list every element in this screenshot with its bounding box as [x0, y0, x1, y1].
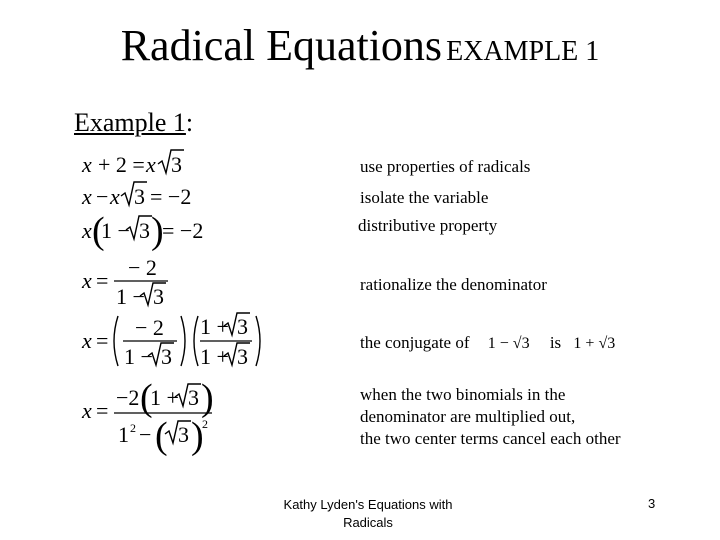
- note-step-6-line-1: when the two binomials in the: [360, 385, 566, 404]
- svg-text:− 2: − 2: [135, 315, 164, 340]
- svg-text:x: x: [82, 218, 92, 243]
- svg-text:(: (: [140, 377, 153, 419]
- note-step-5-mid: is: [549, 333, 562, 352]
- svg-text:=: =: [96, 328, 109, 353]
- svg-text:3: 3: [134, 184, 145, 209]
- footer-text: [268, 496, 468, 532]
- note-step-2: isolate the variable: [360, 188, 489, 207]
- note-step-6-line-2: denominator are multiplied out,: [360, 407, 576, 426]
- svg-text:x: x: [146, 152, 156, 177]
- footer-line-2: Radicals: [343, 515, 393, 530]
- svg-text:3: 3: [237, 344, 248, 369]
- svg-text:(: (: [92, 210, 105, 252]
- svg-text:=: =: [96, 268, 109, 293]
- svg-text:1 −: 1 −: [116, 284, 145, 309]
- svg-text:x: x: [82, 152, 92, 177]
- svg-text:): ): [151, 210, 164, 252]
- equation-step-5: [81, 313, 260, 369]
- svg-text:3: 3: [139, 218, 150, 243]
- svg-text:=: =: [96, 398, 109, 423]
- svg-text:− 2: − 2: [128, 255, 157, 280]
- svg-text:1 +: 1 +: [200, 314, 229, 339]
- svg-text:−2: −2: [116, 385, 140, 410]
- note-step-4: rationalize the denominator: [360, 275, 547, 294]
- svg-text:1 −: 1 −: [101, 218, 130, 243]
- svg-text:x: x: [110, 184, 120, 209]
- equation-step-3: [81, 210, 203, 252]
- svg-text:+ 2 =: + 2 =: [98, 152, 145, 177]
- svg-text:1 −: 1 −: [124, 344, 153, 369]
- svg-text:3: 3: [171, 152, 182, 177]
- svg-text:= −2: = −2: [162, 218, 204, 243]
- svg-text:−: −: [96, 184, 109, 209]
- example-label-text: Example 1: [74, 108, 186, 137]
- equation-step-2: [81, 182, 191, 209]
- note-step-3: distributive property: [358, 216, 498, 235]
- note-step-6: [360, 384, 621, 450]
- svg-text:3: 3: [237, 314, 248, 339]
- svg-text:3: 3: [161, 344, 172, 369]
- svg-text:3: 3: [178, 422, 189, 447]
- svg-text:3: 3: [153, 284, 164, 309]
- svg-text:x: x: [82, 184, 92, 209]
- svg-text:2: 2: [202, 417, 208, 431]
- note-step-5-expr2: 1 + √3: [573, 335, 616, 352]
- svg-text:x: x: [82, 268, 92, 293]
- page-number: 3: [648, 496, 656, 511]
- svg-text:1 +: 1 +: [200, 344, 229, 369]
- svg-text:1 +: 1 +: [150, 385, 179, 410]
- note-step-1: use properties of radicals: [360, 157, 531, 176]
- note-step-6-line-3: the two center terms cancel each other: [360, 429, 621, 448]
- note-step-5-expr1: 1 − √3: [487, 335, 530, 352]
- svg-text:x: x: [82, 398, 92, 423]
- svg-text:−: −: [139, 422, 152, 447]
- svg-text:): ): [191, 415, 204, 457]
- svg-text:(: (: [155, 415, 168, 457]
- svg-text:): ): [201, 377, 214, 419]
- footer-line-1: Kathy Lyden's Equations with: [283, 497, 453, 512]
- example-label-colon: :: [185, 108, 194, 137]
- title-main: Radical Equations: [120, 21, 443, 70]
- equation-step-4: [81, 255, 168, 309]
- note-step-5-prefix: the conjugate of: [360, 333, 470, 352]
- svg-text:3: 3: [188, 385, 199, 410]
- svg-text:2: 2: [130, 421, 136, 435]
- equation-step-1: [81, 150, 184, 177]
- svg-text:x: x: [82, 328, 92, 353]
- note-step-5: [360, 332, 615, 355]
- svg-text:= −2: = −2: [150, 184, 192, 209]
- title-sub: EXAMPLE 1: [446, 36, 600, 67]
- equation-step-6: [81, 377, 214, 457]
- svg-text:1: 1: [118, 422, 129, 447]
